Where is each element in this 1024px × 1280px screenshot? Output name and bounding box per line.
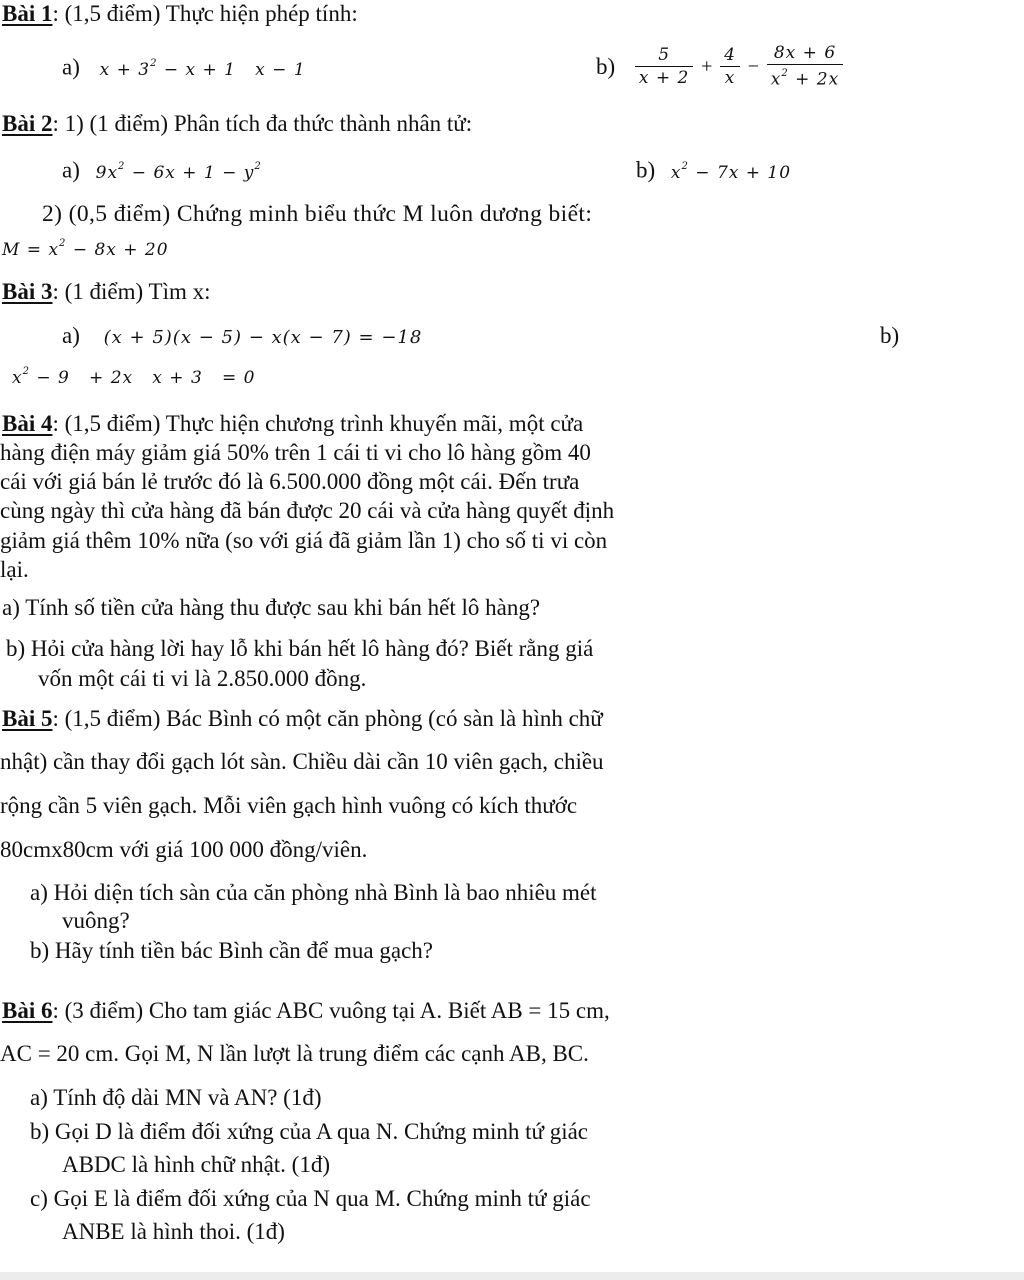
bai4-line-1: Bài 4: (1,5 điểm) Thực hiện chương trình khuyến mãi, một cửa bbox=[2, 411, 584, 436]
bai2-b-label: b) bbox=[636, 157, 656, 183]
bai1-b-frac1: $\frac{5}{x + 2}$ bbox=[635, 44, 693, 89]
bai3-label: Bài 3 bbox=[2, 279, 53, 304]
bai1-b-label: b) bbox=[596, 53, 616, 79]
bai2-b bbox=[636, 155, 791, 187]
bai4-label: Bài 4 bbox=[2, 411, 53, 436]
bai3-a-expr: (x + 5)(x − 5) − x(x − 7) = −18 bbox=[103, 327, 423, 348]
bai6-question-b-2: ABDC là hình chữ nhật. (1đ) bbox=[62, 1152, 330, 1177]
bai4-line-6: lại. bbox=[0, 557, 29, 582]
bai6-line-1: Bài 6: (3 điểm) Cho tam giác ABC vuông tại A. Biết AB = 15 cm, bbox=[2, 998, 610, 1023]
bai5-question-b: b) Hãy tính tiền bác Bình cần để mua gạch? bbox=[30, 938, 433, 963]
bai4-line-4: cùng ngày thì cửa hàng đã bán được 20 cái và cửa hàng quyết định bbox=[0, 498, 615, 523]
bai5-line-4: 80cmx80cm với giá 100 000 đồng/viên. bbox=[0, 837, 368, 862]
bai6-line-2: AC = 20 cm. Gọi M, N lần lượt là trung điểm các cạnh AB, BC. bbox=[0, 1041, 589, 1066]
bai2-heading bbox=[2, 110, 472, 138]
bai5-question-a-2: vuông? bbox=[62, 908, 130, 933]
bai3-a-label: a) bbox=[62, 323, 80, 348]
bai3-b-label: b) bbox=[880, 323, 900, 348]
bai2-label: Bài 2 bbox=[2, 111, 53, 136]
bai1-b-op2: − bbox=[747, 55, 760, 78]
bai4-line-2: hàng điện máy giảm giá 50% trên 1 cái ti vi cho lô hàng gồm 40 bbox=[0, 440, 591, 465]
bai2-m-expr: $M = x^2 - 8x + 20$ bbox=[2, 238, 169, 260]
bai1-label: Bài 1 bbox=[2, 1, 53, 26]
bai6-question-b-1: b) Gọi D là điểm đối xứng của A qua N. Chứng minh tứ giác bbox=[30, 1119, 589, 1144]
bai1-heading bbox=[2, 0, 358, 28]
bai3-desc: : (1 điểm) Tìm x: bbox=[52, 279, 211, 304]
bai2-part2: 2) (0,5 điểm) Chứng minh biểu thức M luôn dương biết: bbox=[42, 201, 593, 227]
bai2-a-label: a) bbox=[62, 157, 80, 183]
bai6-question-a: a) Tính độ dài MN và AN? (1đ) bbox=[30, 1085, 322, 1110]
bai5-line-1: Bài 5: (1,5 điểm) Bác Bình có một căn phòng (có sàn là hình chữ bbox=[2, 706, 603, 731]
bai1-desc: : (1,5 điểm) Thực hiện phép tính: bbox=[52, 1, 358, 26]
bai5-question-a-1: a) Hỏi diện tích sàn của căn phòng nhà Bình là bao nhiêu mét bbox=[30, 880, 597, 905]
bai1-b-frac2: $\frac{4}{x}$ bbox=[720, 44, 740, 89]
bai4-line-3: cái với giá bán lẻ trước đó là 6.500.000 đồng một cái. Đến trưa bbox=[0, 469, 580, 494]
bai2-a bbox=[62, 155, 262, 187]
bai4-line-5: giảm giá thêm 10% nữa (so với giá đã giảm lần 1) cho số ti vi còn bbox=[0, 528, 608, 553]
bai3-heading bbox=[2, 278, 211, 306]
bai6-label: Bài 6 bbox=[2, 998, 53, 1023]
bai1-a-label: a) bbox=[62, 54, 80, 80]
bai5-label: Bài 5 bbox=[2, 706, 53, 731]
bai3-b-expr: $x^2 - 9 + 2x$ x + 3 = 0 bbox=[12, 366, 256, 388]
bai1-a-expr: $x + 3^2 - x + 1$ x − 1 bbox=[99, 58, 306, 80]
bai4-question-b-2: vốn một cái ti vi là 2.850.000 đồng. bbox=[38, 666, 367, 691]
bai6-question-c-2: ANBE là hình thoi. (1đ) bbox=[62, 1219, 285, 1244]
bai6-question-c-1: c) Gọi E là điểm đối xứng của N qua M. Chứng minh tứ giác bbox=[30, 1186, 591, 1211]
bai1-a bbox=[62, 52, 306, 84]
bai2-a-expr: $9x^2 - 6x + 1 - y^2$ bbox=[95, 161, 262, 183]
bai4-question-b-1: b) Hỏi cửa hàng lời hay lỗ khi bán hết lô hàng đó? Biết rằng giá bbox=[6, 636, 594, 661]
bai5-line-3: rộng cần 5 viên gạch. Mỗi viên gạch hình vuông có kích thước bbox=[0, 793, 578, 818]
bai5-line-2: nhật) cần thay đổi gạch lót sàn. Chiều dài cần 10 viên gạch, chiều bbox=[0, 749, 604, 774]
bai4-question-a: a) Tính số tiền cửa hàng thu được sau khi bán hết lô hàng? bbox=[2, 595, 541, 620]
bai1-b-frac3: $\frac{8x + 6}{x^2 + 2x}$ bbox=[767, 42, 843, 91]
bottom-edge bbox=[0, 1272, 1024, 1280]
bai1-b bbox=[596, 40, 845, 92]
bai3-a bbox=[62, 322, 422, 352]
bai2-desc: : 1) (1 điểm) Phân tích đa thức thành nhân tử: bbox=[52, 111, 473, 136]
bai1-b-op1: + bbox=[701, 55, 713, 78]
bai2-b-expr: $x^2 - 7x + 10$ bbox=[670, 161, 792, 183]
